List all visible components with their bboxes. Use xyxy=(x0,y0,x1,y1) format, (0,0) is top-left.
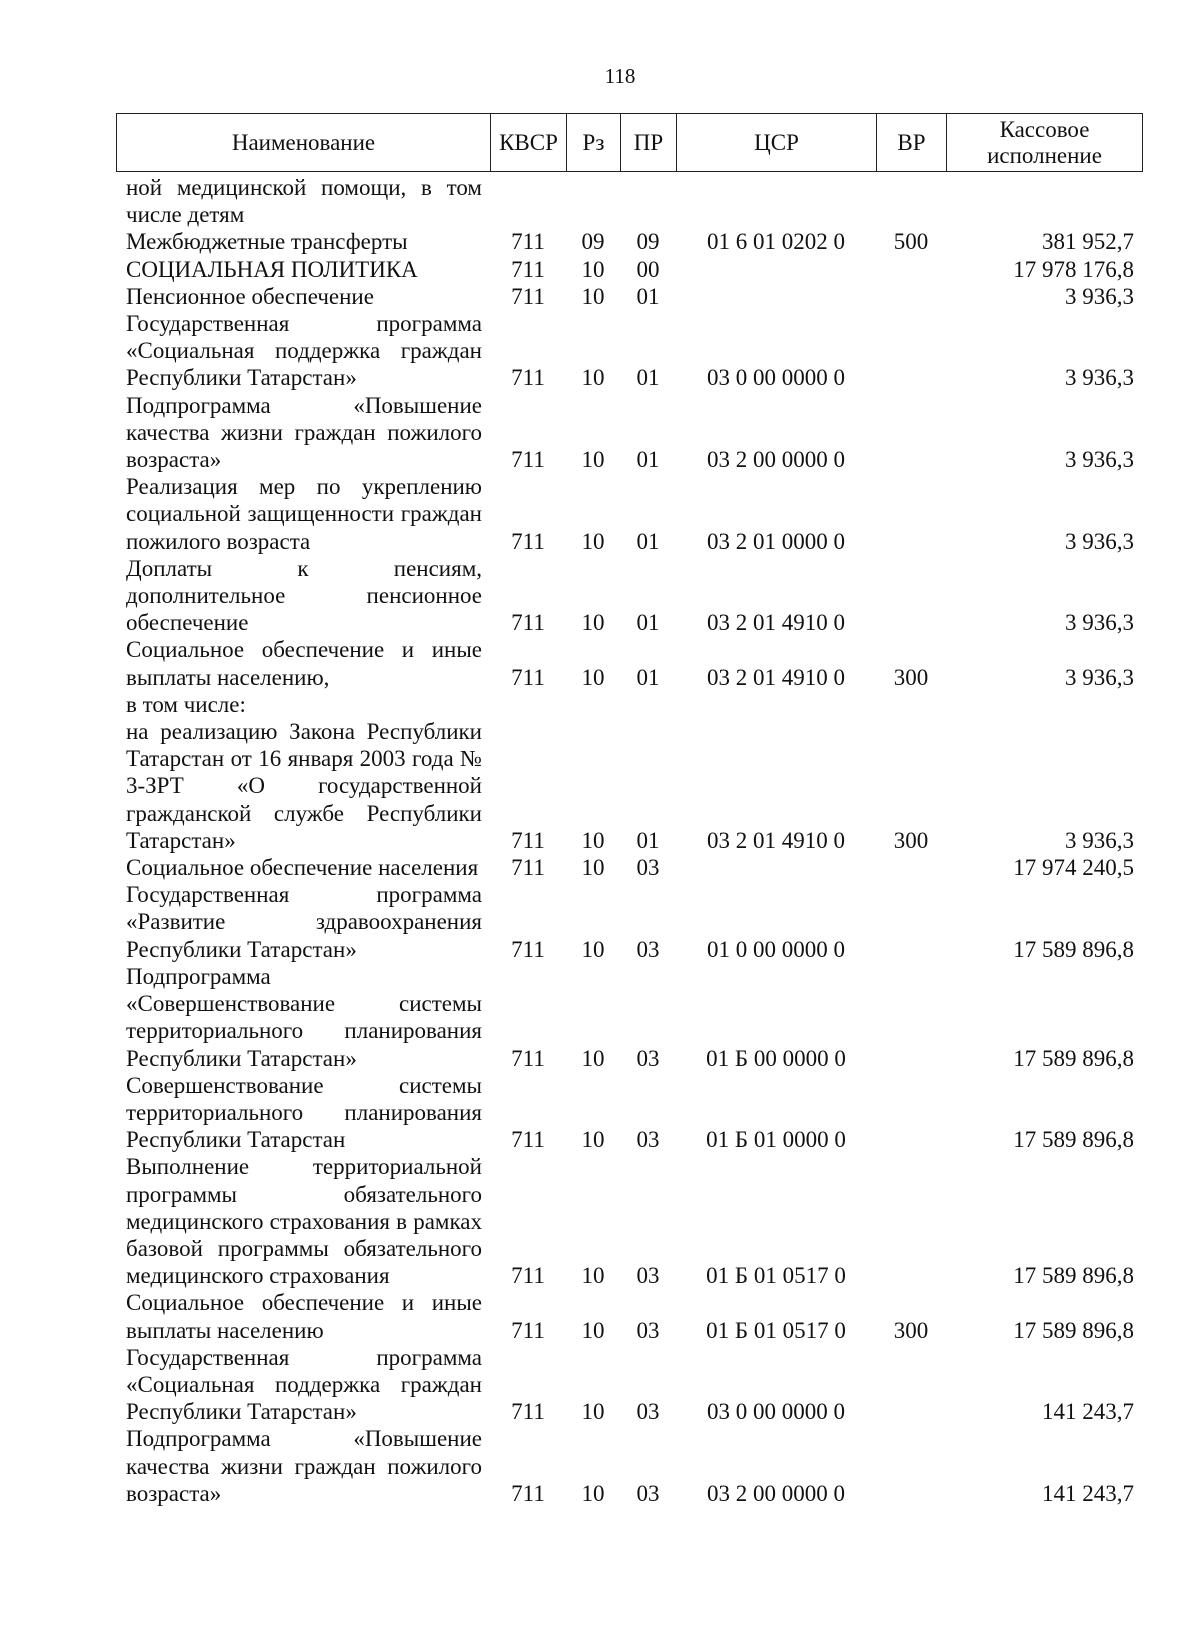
header-amount-line2: исполнение xyxy=(987,142,1102,168)
cell-rz: 10 xyxy=(581,528,605,554)
table-row xyxy=(116,636,1142,690)
cell-kvsr: 711 xyxy=(511,1263,545,1289)
cell-rz: 10 xyxy=(581,256,605,282)
table-row xyxy=(116,718,1142,854)
cell-rz: 10 xyxy=(581,1317,605,1343)
cell-kvsr: 711 xyxy=(511,827,545,853)
cell-vr xyxy=(876,1153,946,1289)
header-csr: ЦСР xyxy=(677,114,877,172)
cell-pr: 03 xyxy=(636,1317,660,1343)
cell-vr: 500 xyxy=(893,229,929,255)
cell-csr: 03 0 00 0000 0 xyxy=(707,365,845,391)
cell-kvsr: 711 xyxy=(511,855,545,881)
cell-csr xyxy=(676,174,876,228)
cell-vr xyxy=(876,310,946,392)
cell-rz: 10 xyxy=(581,1480,605,1506)
header-kvsr: КВСР xyxy=(491,114,567,172)
cell-pr: 01 xyxy=(636,283,660,309)
cell-amount: 3 936,3 xyxy=(1065,827,1134,853)
table-row xyxy=(116,963,1142,1072)
cell-pr: 01 xyxy=(636,610,660,636)
cell-csr: 03 2 01 4910 0 xyxy=(707,664,845,690)
cell-pr: 03 xyxy=(636,1263,660,1289)
header-rz: Рз xyxy=(567,114,621,172)
cell-kvsr: 711 xyxy=(511,664,545,690)
cell-pr: 01 xyxy=(636,664,660,690)
cell-name: на реализацию Закона Республики Татарстан от 16 января 2003 года № 3-ЗРТ «О государственной гражданской службе Республики Татарстан» xyxy=(126,719,482,853)
cell-kvsr: 711 xyxy=(511,1045,545,1071)
cell-name: Реализация мер по укреплению социальной защищенности граждан пожилого возраста xyxy=(126,474,482,554)
table-row xyxy=(116,691,1142,718)
cell-vr xyxy=(876,392,946,474)
cell-vr: 300 xyxy=(893,1317,929,1343)
cell-rz: 10 xyxy=(581,664,605,690)
cell-csr: 03 2 00 0000 0 xyxy=(707,447,845,473)
table-row xyxy=(116,1344,1142,1426)
cell-amount: 3 936,3 xyxy=(1065,610,1134,636)
cell-name: Подпрограмма «Повышение качества жизни граждан пожилого возраста» xyxy=(126,1426,482,1506)
cell-pr: 03 xyxy=(636,1399,660,1425)
cell-kvsr: 711 xyxy=(511,610,545,636)
cell-pr: 01 xyxy=(636,528,660,554)
cell-amount: 141 243,7 xyxy=(1042,1480,1134,1506)
cell-name: Подпрограмма «Повышение качества жизни граждан пожилого возраста» xyxy=(126,392,482,473)
cell-csr: 01 0 00 0000 0 xyxy=(707,936,845,962)
cell-name: Государственная программа «Развитие здравоохранения Республики Татарстан» xyxy=(126,882,482,962)
cell-amount xyxy=(946,691,1142,718)
table-row xyxy=(116,228,1142,255)
table-body xyxy=(116,174,1142,1507)
cell-rz: 10 xyxy=(581,1127,605,1153)
table-row xyxy=(116,1072,1142,1154)
cell-pr xyxy=(620,174,676,228)
cell-rz: 10 xyxy=(581,827,605,853)
table-row xyxy=(116,310,1142,392)
table-row xyxy=(116,256,1142,283)
cell-name: Государственная программа «Социальная поддержка граждан Республики Татарстан» xyxy=(126,1344,482,1425)
cell-amount: 3 936,3 xyxy=(1065,283,1134,309)
table-row xyxy=(116,1289,1142,1343)
cell-csr xyxy=(676,256,876,283)
cell-csr: 01 Б 01 0000 0 xyxy=(706,1127,846,1153)
cell-name: ной медицинской помощи, в том числе детям xyxy=(126,175,482,228)
cell-rz: 10 xyxy=(581,1263,605,1289)
table-row xyxy=(116,881,1142,963)
cell-rz: 10 xyxy=(581,365,605,391)
cell-amount: 17 589 896,8 xyxy=(1013,1263,1134,1289)
header-amount-line1: Кассовое xyxy=(999,116,1090,142)
cell-amount: 3 936,3 xyxy=(1065,528,1134,554)
table-row xyxy=(116,283,1142,310)
cell-csr: 03 2 01 4910 0 xyxy=(707,610,845,636)
cell-name: Доплаты к пенсиям, дополнительное пенсионное обеспечение xyxy=(126,555,482,636)
table-header xyxy=(116,113,1143,172)
cell-name: Государственная программа «Социальная поддержка граждан Республики Татарстан» xyxy=(126,311,482,391)
cell-vr: 300 xyxy=(893,664,929,690)
table-row xyxy=(116,1153,1142,1289)
cell-name: Подпрограмма «Совершенствование системы территориального планирования Республики Татарстан» xyxy=(126,963,482,1071)
cell-kvsr: 711 xyxy=(511,256,545,282)
budget-table xyxy=(116,174,1142,1507)
cell-vr xyxy=(876,963,946,1072)
table-row xyxy=(116,473,1142,555)
cell-amount: 17 589 896,8 xyxy=(1013,1045,1134,1071)
cell-csr: 01 Б 00 0000 0 xyxy=(706,1045,846,1071)
cell-amount: 17 589 896,8 xyxy=(1013,1317,1134,1343)
cell-pr: 03 xyxy=(636,1480,660,1506)
cell-csr xyxy=(676,283,876,310)
cell-csr xyxy=(676,854,876,881)
header-amount xyxy=(947,114,1143,172)
cell-vr: 300 xyxy=(893,827,929,853)
cell-kvsr: 711 xyxy=(511,1399,545,1425)
cell-rz: 10 xyxy=(581,1045,605,1071)
cell-name: Социальное обеспечение и иные выплаты населению, xyxy=(126,637,482,690)
cell-amount: 17 978 176,8 xyxy=(1013,256,1134,282)
page-number: 118 xyxy=(604,64,636,88)
cell-pr: 03 xyxy=(636,855,660,881)
cell-name: СОЦИАЛЬНАЯ ПОЛИТИКА xyxy=(126,256,418,282)
cell-rz xyxy=(566,691,620,718)
table-row xyxy=(116,1425,1142,1507)
cell-csr: 03 2 00 0000 0 xyxy=(707,1480,845,1506)
cell-rz: 10 xyxy=(581,610,605,636)
cell-kvsr: 711 xyxy=(511,447,545,473)
cell-kvsr: 711 xyxy=(511,365,545,391)
cell-amount: 3 936,3 xyxy=(1065,447,1134,473)
cell-amount: 3 936,3 xyxy=(1065,664,1134,690)
table-row xyxy=(116,174,1142,228)
cell-vr xyxy=(876,283,946,310)
cell-kvsr: 711 xyxy=(511,528,545,554)
cell-kvsr: 711 xyxy=(511,1480,545,1506)
cell-name: Межбюджетные трансферты xyxy=(126,229,408,255)
cell-amount: 17 589 896,8 xyxy=(1013,936,1134,962)
header-pr: ПР xyxy=(621,114,677,172)
cell-csr xyxy=(676,691,876,718)
cell-pr: 01 xyxy=(636,365,660,391)
cell-vr xyxy=(876,174,946,228)
cell-name: Пенсионное обеспечение xyxy=(126,283,374,309)
cell-csr: 03 2 01 0000 0 xyxy=(707,528,845,554)
cell-amount: 17 589 896,8 xyxy=(1013,1127,1134,1153)
cell-name: Выполнение территориальной программы обязательного медицинского страхования в рамках базовой программы обязательного медицинского страхования xyxy=(126,1154,482,1289)
cell-vr xyxy=(876,555,946,637)
cell-vr xyxy=(876,881,946,963)
cell-name: Социальное обеспечение и иные выплаты населению xyxy=(126,1290,482,1343)
cell-name: Социальное обеспечение населения xyxy=(126,855,479,881)
cell-pr: 03 xyxy=(636,1045,660,1071)
cell-pr: 03 xyxy=(636,1127,660,1153)
cell-vr xyxy=(876,1344,946,1426)
cell-vr xyxy=(876,473,946,555)
cell-amount: 381 952,7 xyxy=(1042,229,1134,255)
cell-pr: 01 xyxy=(636,827,660,853)
cell-pr: 00 xyxy=(636,256,660,282)
cell-rz: 10 xyxy=(581,855,605,881)
cell-rz: 10 xyxy=(581,283,605,309)
cell-name: в том числе: xyxy=(126,691,246,717)
cell-amount: 3 936,3 xyxy=(1065,365,1134,391)
cell-vr xyxy=(876,854,946,881)
cell-kvsr: 711 xyxy=(511,1317,545,1343)
cell-csr: 03 0 00 0000 0 xyxy=(707,1399,845,1425)
cell-rz: 09 xyxy=(581,229,605,255)
table-row xyxy=(116,854,1142,881)
cell-kvsr: 711 xyxy=(511,1127,545,1153)
header-vr: ВР xyxy=(877,114,947,172)
table-row xyxy=(116,392,1142,474)
header-name: Наименование xyxy=(117,114,491,172)
cell-pr: 03 xyxy=(636,936,660,962)
cell-vr xyxy=(876,1425,946,1507)
cell-rz: 10 xyxy=(581,447,605,473)
cell-amount xyxy=(946,174,1142,228)
cell-amount: 141 243,7 xyxy=(1042,1399,1134,1425)
cell-kvsr: 711 xyxy=(511,936,545,962)
cell-vr xyxy=(876,1072,946,1154)
cell-rz xyxy=(566,174,620,228)
cell-csr: 01 Б 01 0517 0 xyxy=(706,1263,846,1289)
cell-csr: 01 6 01 0202 0 xyxy=(707,229,845,255)
cell-pr: 01 xyxy=(636,447,660,473)
table-row xyxy=(116,555,1142,637)
cell-rz: 10 xyxy=(581,1399,605,1425)
cell-csr: 01 Б 01 0517 0 xyxy=(706,1317,846,1343)
cell-rz: 10 xyxy=(581,936,605,962)
cell-kvsr xyxy=(490,174,566,228)
cell-kvsr: 711 xyxy=(511,283,545,309)
cell-pr xyxy=(620,691,676,718)
cell-kvsr xyxy=(490,691,566,718)
cell-vr xyxy=(876,691,946,718)
cell-csr: 03 2 01 4910 0 xyxy=(707,827,845,853)
cell-name: Совершенствование системы территориального планирования Республики Татарстан xyxy=(126,1072,482,1153)
cell-pr: 09 xyxy=(636,229,660,255)
cell-amount: 17 974 240,5 xyxy=(1013,855,1134,881)
cell-vr xyxy=(876,256,946,283)
cell-kvsr: 711 xyxy=(511,229,545,255)
